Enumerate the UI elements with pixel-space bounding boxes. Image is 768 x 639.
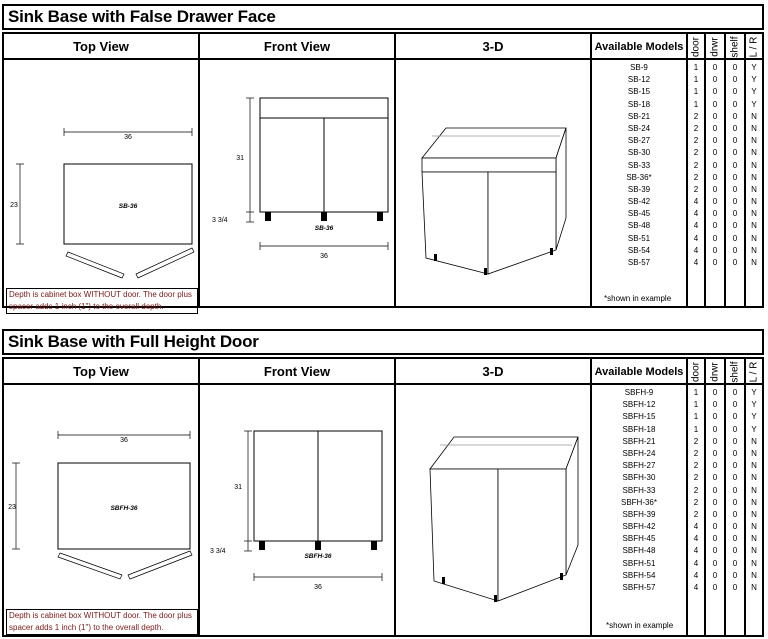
model-door: 2: [693, 485, 699, 495]
model-lr: N: [751, 111, 757, 121]
model-drwr: 0: [712, 209, 718, 219]
model-list: [592, 387, 686, 594]
model-shelf: 0: [732, 412, 738, 422]
model-lr: N: [751, 522, 757, 532]
model-shelf: 0: [732, 509, 738, 519]
toe-dimension: 3 3/4: [210, 548, 226, 555]
model-shelf: 0: [732, 258, 738, 267]
model-door: 4: [693, 534, 699, 544]
model-drwr: 0: [712, 184, 718, 194]
model-door: 2: [693, 509, 699, 519]
model-shelf: 0: [732, 87, 738, 97]
model-name: SBFH-9: [624, 388, 654, 397]
model-name: SB-30: [627, 148, 651, 158]
model-lr: N: [751, 473, 757, 483]
model-name: SBFH-57: [622, 583, 656, 592]
model-drwr: 0: [712, 534, 718, 544]
model-door: 4: [693, 570, 699, 580]
model-shelf: 0: [732, 424, 738, 434]
lr-column: [746, 34, 762, 306]
model-door: 2: [693, 148, 699, 158]
model-door: 2: [693, 160, 699, 170]
model-drwr: 0: [712, 473, 718, 483]
model-door: 4: [693, 197, 699, 207]
model-name: SBFH-24: [622, 448, 656, 458]
model-lr: N: [751, 209, 757, 219]
model-name: SB-36*: [626, 172, 652, 182]
drwr-header: drwr: [709, 362, 721, 382]
footnote: *shown in example: [606, 621, 674, 630]
model-name: SB-24: [627, 123, 651, 133]
lr-values: [746, 62, 762, 269]
model-shelf: 0: [732, 534, 738, 544]
model-drwr: 0: [712, 509, 718, 519]
model-shelf: 0: [732, 63, 738, 72]
depth-dimension: 23: [8, 504, 16, 511]
model-shelf: 0: [732, 99, 738, 109]
model-door: 1: [693, 63, 699, 72]
model-door: 2: [693, 172, 699, 182]
model-lr: N: [751, 461, 757, 471]
shelf-values: [726, 62, 744, 269]
model-lr: N: [751, 534, 757, 544]
top-view-drawing: [4, 387, 200, 637]
model-name: SBFH-18: [622, 424, 656, 434]
model-name: SBFH-45: [622, 534, 656, 544]
model-shelf: 0: [732, 522, 738, 532]
model-name: SB-33: [627, 160, 651, 170]
model-lr: N: [751, 184, 757, 194]
model-drwr: 0: [712, 400, 718, 410]
model-drwr: 0: [712, 245, 718, 255]
model-name: SBFH-54: [622, 570, 656, 580]
model-lr: Y: [751, 388, 757, 397]
model-shelf: 0: [732, 448, 738, 458]
model-door: 2: [693, 111, 699, 121]
lr-column: [746, 359, 762, 635]
available-models-header: Available Models: [594, 41, 684, 53]
3d-cabinet-drawing: [396, 387, 592, 637]
model-drwr: 0: [712, 388, 718, 397]
model-drwr: 0: [712, 63, 718, 72]
front-view-header: Front View: [263, 364, 331, 379]
model-lr: N: [751, 233, 757, 243]
model-lr: Y: [751, 99, 757, 109]
model-shelf: 0: [732, 558, 738, 568]
model-lr: N: [751, 558, 757, 568]
model-drwr: 0: [712, 233, 718, 243]
model-name: SB-42: [627, 197, 651, 207]
model-lr: Y: [751, 87, 757, 97]
door-column: [688, 359, 706, 635]
depth-note: Depth is cabinet box WITHOUT door. The door plus spacer adds 1 inch (1") to the overall depth.: [6, 609, 198, 635]
model-door: 4: [693, 546, 699, 556]
drwr-column: [706, 359, 726, 635]
shelf-column: [726, 359, 746, 635]
top-view-column: [4, 34, 200, 311]
model-drwr: 0: [712, 412, 718, 422]
model-drwr: 0: [712, 221, 718, 231]
lr-header: L / R: [748, 361, 760, 383]
model-door: 2: [693, 448, 699, 458]
door-header: door: [690, 36, 702, 58]
model-name: SB-15: [627, 87, 651, 97]
model-lr: Y: [751, 424, 757, 434]
section-sink-base-full-height: [0, 325, 768, 639]
model-shelf: 0: [732, 111, 738, 121]
spec-table: [2, 357, 764, 637]
model-drwr: 0: [712, 123, 718, 133]
model-name: SB-21: [627, 111, 651, 121]
model-shelf: 0: [732, 570, 738, 580]
front-view-drawing: [200, 387, 396, 637]
model-shelf: 0: [732, 75, 738, 85]
model-door: 1: [693, 99, 699, 109]
section-sink-base-false-drawer: [0, 0, 768, 312]
model-shelf: 0: [732, 123, 738, 133]
model-lr: N: [751, 172, 757, 182]
model-lr: N: [751, 197, 757, 207]
drwr-values: [706, 62, 724, 269]
drwr-header: drwr: [709, 37, 721, 57]
door-header: door: [690, 361, 702, 383]
model-label: SB-36: [118, 203, 138, 210]
lr-values: [746, 387, 762, 594]
model-name: SB-27: [627, 136, 651, 146]
model-label: SBFH-36: [304, 553, 332, 560]
door-values: [688, 62, 704, 269]
model-shelf: 0: [732, 436, 738, 446]
model-name: SB-45: [627, 209, 651, 219]
model-lr: N: [751, 497, 757, 507]
model-name: SBFH-15: [622, 412, 656, 422]
model-shelf: 0: [732, 160, 738, 170]
model-drwr: 0: [712, 558, 718, 568]
top-view-column: [4, 359, 200, 635]
model-drwr: 0: [712, 136, 718, 146]
spec-table: [2, 32, 764, 311]
3d-header: 3-D: [482, 364, 504, 379]
model-name: SBFH-30: [622, 473, 656, 483]
model-drwr: 0: [712, 546, 718, 556]
available-models-header: Available Models: [594, 366, 684, 378]
model-name: SB-54: [627, 245, 651, 255]
model-door: 2: [693, 184, 699, 194]
model-name: SB-48: [627, 221, 651, 231]
front-view-header: Front View: [263, 39, 331, 54]
shelf-header: shelf: [729, 36, 741, 58]
model-lr: N: [751, 136, 757, 146]
model-name: SB-12: [627, 75, 651, 85]
model-door: 4: [693, 245, 699, 255]
model-shelf: 0: [732, 546, 738, 556]
model-drwr: 0: [712, 197, 718, 207]
model-drwr: 0: [712, 148, 718, 158]
available-models-column: [592, 359, 688, 635]
model-lr: N: [751, 448, 757, 458]
height-dimension: 31: [234, 484, 242, 491]
model-drwr: 0: [712, 485, 718, 495]
model-list: [592, 62, 686, 269]
model-shelf: 0: [732, 209, 738, 219]
depth-note: Depth is cabinet box WITHOUT door. The door plus spacer adds 1 inch (1") to the overall depth.: [6, 288, 198, 314]
section-title: Sink Base with Full Height Door: [2, 329, 764, 355]
model-door: 4: [693, 558, 699, 568]
shelf-header: shelf: [729, 361, 741, 383]
toe-dimension: 3 3/4: [212, 217, 228, 224]
model-lr: Y: [751, 75, 757, 85]
width-dimension: 36: [314, 584, 322, 591]
model-drwr: 0: [712, 87, 718, 97]
model-door: 2: [693, 461, 699, 471]
top-view-drawing: [4, 62, 200, 308]
model-drwr: 0: [712, 258, 718, 267]
model-name: SBFH-42: [622, 522, 656, 532]
model-drwr: 0: [712, 570, 718, 580]
model-drwr: 0: [712, 99, 718, 109]
model-name: SB-39: [627, 184, 651, 194]
model-lr: N: [751, 570, 757, 580]
model-shelf: 0: [732, 461, 738, 471]
model-shelf: 0: [732, 184, 738, 194]
model-name: SBFH-39: [622, 509, 656, 519]
footnote: *shown in example: [604, 294, 672, 303]
available-models-column: [592, 34, 688, 306]
model-name: SBFH-36*: [620, 497, 657, 507]
model-door: 4: [693, 233, 699, 243]
model-lr: N: [751, 123, 757, 133]
model-shelf: 0: [732, 583, 738, 592]
top-view-header: Top View: [73, 364, 129, 379]
model-shelf: 0: [732, 473, 738, 483]
model-lr: N: [751, 245, 757, 255]
model-drwr: 0: [712, 160, 718, 170]
model-shelf: 0: [732, 233, 738, 243]
model-shelf: 0: [732, 148, 738, 158]
3d-cabinet-drawing: [396, 62, 592, 308]
model-drwr: 0: [712, 448, 718, 458]
model-shelf: 0: [732, 400, 738, 410]
shelf-values: [726, 387, 744, 594]
model-name: SBFH-48: [622, 546, 656, 556]
model-lr: N: [751, 509, 757, 519]
door-column: [688, 34, 706, 306]
model-door: 1: [693, 87, 699, 97]
model-door: 2: [693, 436, 699, 446]
model-lr: N: [751, 221, 757, 231]
front-view-drawing: [200, 62, 396, 308]
model-name: SB-57: [627, 258, 651, 267]
drwr-values: [706, 387, 724, 594]
model-door: 2: [693, 136, 699, 146]
width-dimension: 36: [124, 134, 132, 141]
height-dimension: 31: [236, 155, 244, 162]
model-shelf: 0: [732, 197, 738, 207]
model-door: 1: [693, 424, 699, 434]
model-name: SBFH-21: [622, 436, 656, 446]
model-drwr: 0: [712, 172, 718, 182]
drwr-column: [706, 34, 726, 306]
model-drwr: 0: [712, 522, 718, 532]
3d-column: [396, 34, 592, 306]
model-lr: N: [751, 546, 757, 556]
model-name: SBFH-51: [622, 558, 656, 568]
model-name: SB-51: [627, 233, 651, 243]
model-shelf: 0: [732, 497, 738, 507]
width-dimension: 36: [120, 437, 128, 444]
section-title: Sink Base with False Drawer Face: [2, 4, 764, 30]
model-lr: Y: [751, 63, 757, 72]
model-door: 1: [693, 400, 699, 410]
depth-dimension: 23: [10, 202, 18, 209]
model-drwr: 0: [712, 111, 718, 121]
front-view-column: [200, 359, 396, 635]
top-view-header: Top View: [73, 39, 129, 54]
door-values: [688, 387, 704, 594]
model-lr: Y: [751, 412, 757, 422]
model-name: SBFH-27: [622, 461, 656, 471]
model-door: 4: [693, 209, 699, 219]
model-door: 2: [693, 473, 699, 483]
model-drwr: 0: [712, 436, 718, 446]
model-name: SB-18: [627, 99, 651, 109]
model-shelf: 0: [732, 388, 738, 397]
model-door: 4: [693, 221, 699, 231]
model-door: 4: [693, 258, 699, 267]
model-drwr: 0: [712, 75, 718, 85]
3d-header: 3-D: [482, 39, 504, 54]
model-shelf: 0: [732, 485, 738, 495]
model-label: SBFH-36: [110, 505, 138, 512]
model-drwr: 0: [712, 461, 718, 471]
model-door: 4: [693, 522, 699, 532]
model-lr: N: [751, 436, 757, 446]
model-drwr: 0: [712, 497, 718, 507]
model-door: 1: [693, 75, 699, 85]
model-door: 4: [693, 583, 699, 592]
model-shelf: 0: [732, 221, 738, 231]
model-door: 1: [693, 388, 699, 397]
model-name: SBFH-12: [622, 400, 656, 410]
model-shelf: 0: [732, 245, 738, 255]
3d-column: [396, 359, 592, 635]
model-lr: N: [751, 148, 757, 158]
model-lr: N: [751, 485, 757, 495]
model-name: SB-9: [630, 63, 648, 72]
model-lr: Y: [751, 400, 757, 410]
width-dimension: 36: [320, 253, 328, 260]
model-label: SB-36: [314, 225, 334, 232]
model-shelf: 0: [732, 136, 738, 146]
model-shelf: 0: [732, 172, 738, 182]
model-door: 2: [693, 123, 699, 133]
model-lr: N: [751, 583, 757, 592]
model-door: 1: [693, 412, 699, 422]
front-view-column: [200, 34, 396, 306]
model-drwr: 0: [712, 583, 718, 592]
model-drwr: 0: [712, 424, 718, 434]
model-lr: N: [751, 258, 757, 267]
shelf-column: [726, 34, 746, 306]
model-door: 2: [693, 497, 699, 507]
model-lr: N: [751, 160, 757, 170]
model-name: SBFH-33: [622, 485, 656, 495]
lr-header: L / R: [748, 36, 760, 58]
